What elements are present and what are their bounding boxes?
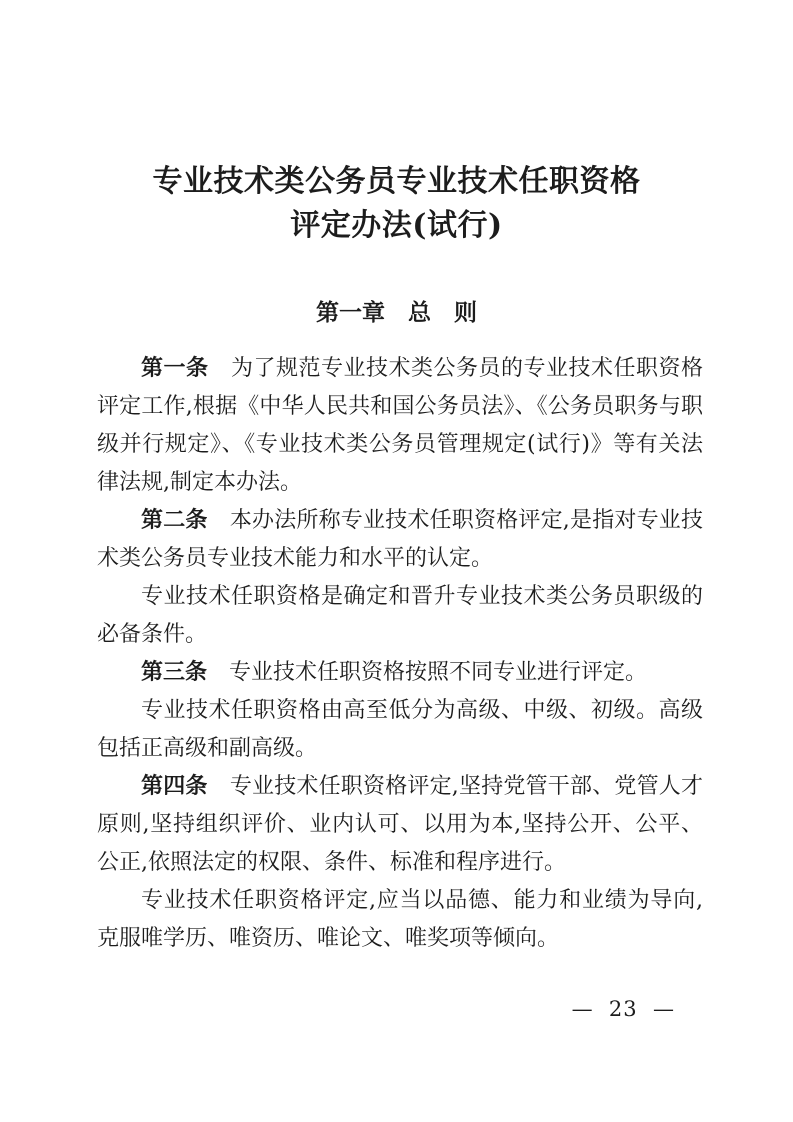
article-label: 第四条 — [141, 774, 230, 799]
article-label: 第一条 — [141, 356, 231, 381]
article-label: 第三条 — [141, 660, 230, 685]
article-text: 专业技术任职资格按照不同专业进行评定。 — [229, 660, 648, 685]
article-text: 为了规范专业技术类公务员的专业技术任职资格评定工作,根据《中华人民共和国公务员法》、《公务员职务与职级并行规定》、《专业技术类公务员管理规定(试行)》等有关法律法规,制定本办法。 — [97, 356, 703, 495]
chapter-heading: 第一章 总 则 — [316, 300, 477, 326]
document-title-line-2: 评定办法(试行) — [290, 208, 503, 243]
article-text: 专业技术任职资格由高至低分为高级、中级、初级。高级包括正高级和副高级。 — [97, 698, 703, 761]
article-paragraph — [97, 882, 703, 958]
article-paragraph — [97, 654, 703, 692]
document-title — [0, 160, 793, 248]
article-text: 专业技术任职资格是确定和晋升专业技术类公务员职级的必备条件。 — [97, 584, 703, 647]
document-title-line-1: 专业技术类公务员专业技术任职资格 — [152, 164, 641, 199]
article-paragraph — [97, 578, 703, 654]
article-text: 专业技术任职资格评定,应当以品德、能力和业绩为导向,克服唯学历、唯资历、唯论文、唯奖项等倾向。 — [97, 888, 703, 951]
article-paragraph — [97, 502, 703, 578]
article-paragraph — [97, 692, 703, 768]
article-text: 本办法所称专业技术任职资格评定,是指对专业技术类公务员专业技术能力和水平的认定。 — [97, 508, 703, 571]
article-label: 第二条 — [141, 508, 230, 533]
article-paragraph — [97, 350, 703, 502]
document-body — [97, 350, 703, 958]
page-number: — 23 — — [571, 997, 675, 1021]
article-paragraph — [97, 768, 703, 882]
article-text: 专业技术任职资格评定,坚持党管干部、党管人才原则,坚持组织评价、业内认可、以用为本,坚持公开、公平、公正,依照法定的权限、条件、标准和程序进行。 — [97, 774, 703, 875]
